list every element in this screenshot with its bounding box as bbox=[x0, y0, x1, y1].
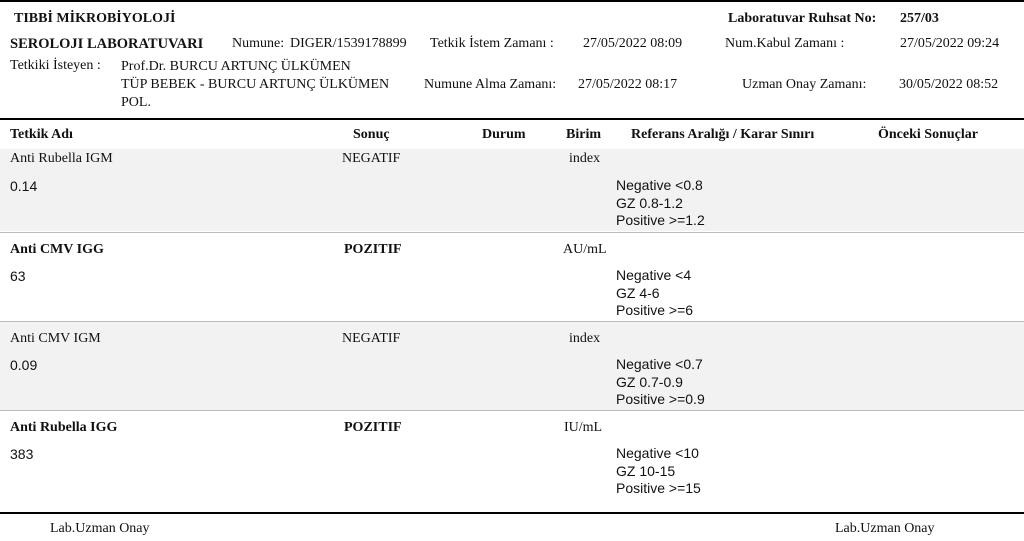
lab-name: SEROLOJI LABORATUVARI bbox=[10, 36, 204, 52]
requester-line-2: TÜP BEBEK - BURCU ARTUNÇ ÜLKÜMEN bbox=[121, 77, 390, 92]
reference-range bbox=[616, 177, 705, 230]
test-name: Anti CMV IGG bbox=[10, 242, 104, 257]
reference-line: Positive >=1.2 bbox=[616, 212, 705, 228]
license-label: Laboratuvar Ruhsat No: bbox=[728, 11, 877, 26]
left-signature: Lab.Uzman Onay bbox=[50, 521, 150, 536]
test-result: NEGATIF bbox=[342, 331, 401, 346]
reference-line: Positive >=0.9 bbox=[616, 391, 705, 407]
license-number: 257/03 bbox=[900, 11, 939, 26]
column-header-result: Sonuç bbox=[353, 127, 390, 142]
test-name: Anti Rubella IGG bbox=[10, 420, 118, 435]
column-header-reference: Referans Aralığı / Karar Sınırı bbox=[631, 127, 815, 142]
reference-line: Negative <10 bbox=[616, 445, 699, 461]
column-header-unit: Birim bbox=[566, 127, 601, 142]
reference-line: Positive >=15 bbox=[616, 480, 701, 496]
acceptance-time: 27/05/2022 09:24 bbox=[900, 36, 1000, 51]
department-title: TIBBİ MİKROBİYOLOJİ bbox=[14, 11, 176, 26]
footer-divider bbox=[0, 512, 1024, 514]
column-header-status: Durum bbox=[482, 127, 526, 142]
reference-line: GZ 4-6 bbox=[616, 284, 660, 301]
test-name: Anti CMV IGM bbox=[10, 331, 101, 346]
test-unit: AU/mL bbox=[563, 242, 607, 257]
top-border bbox=[0, 0, 1024, 2]
collection-time: 27/05/2022 08:17 bbox=[578, 77, 678, 92]
reference-range bbox=[616, 356, 705, 409]
reference-line: GZ 0.8-1.2 bbox=[616, 194, 683, 211]
sample-value: DIGER/1539178899 bbox=[290, 36, 407, 51]
test-result: NEGATIF bbox=[342, 151, 401, 166]
column-header-test: Tetkik Adı bbox=[10, 127, 73, 142]
reference-line: Negative <0.8 bbox=[616, 177, 703, 193]
request-time: 27/05/2022 08:09 bbox=[583, 36, 683, 51]
reference-line: GZ 0.7-0.9 bbox=[616, 373, 683, 390]
reference-range bbox=[616, 267, 693, 320]
right-signature: Lab.Uzman Onay bbox=[835, 521, 935, 536]
sample-label: Numune: bbox=[232, 36, 285, 51]
test-value: 63 bbox=[10, 268, 26, 284]
header-divider bbox=[0, 118, 1024, 120]
test-value: 0.14 bbox=[10, 178, 38, 194]
test-name: Anti Rubella IGM bbox=[10, 151, 113, 166]
reference-line: GZ 10-15 bbox=[616, 462, 676, 479]
acceptance-time-label: Num.Kabul Zamanı : bbox=[725, 36, 845, 51]
collection-time-label: Numune Alma Zamanı: bbox=[424, 77, 557, 92]
reference-range bbox=[616, 445, 701, 498]
approval-time-label: Uzman Onay Zamanı: bbox=[742, 77, 867, 92]
test-unit: index bbox=[569, 331, 601, 346]
table-row bbox=[0, 322, 1024, 410]
reference-line: Negative <0.7 bbox=[616, 356, 703, 372]
test-unit: index bbox=[569, 151, 601, 166]
table-row bbox=[0, 233, 1024, 321]
reference-line: Positive >=6 bbox=[616, 302, 694, 318]
test-result: POZITIF bbox=[344, 420, 402, 435]
test-unit: IU/mL bbox=[564, 420, 603, 435]
approval-time: 30/05/2022 08:52 bbox=[899, 77, 999, 92]
column-header-previous: Önceki Sonuçlar bbox=[878, 127, 978, 142]
test-value: 0.09 bbox=[10, 357, 38, 373]
requester-line-1: Prof.Dr. BURCU ARTUNÇ ÜLKÜMEN bbox=[121, 59, 351, 74]
table-row bbox=[0, 411, 1024, 501]
test-value: 383 bbox=[10, 446, 34, 462]
requester-line-3: POL. bbox=[121, 95, 151, 110]
table-row bbox=[0, 149, 1024, 231]
request-time-label: Tetkik İstem Zamanı : bbox=[430, 36, 554, 51]
test-result: POZITIF bbox=[344, 242, 402, 257]
reference-line: Negative <4 bbox=[616, 267, 692, 283]
requester-label: Tetkiki İsteyen : bbox=[10, 58, 101, 73]
